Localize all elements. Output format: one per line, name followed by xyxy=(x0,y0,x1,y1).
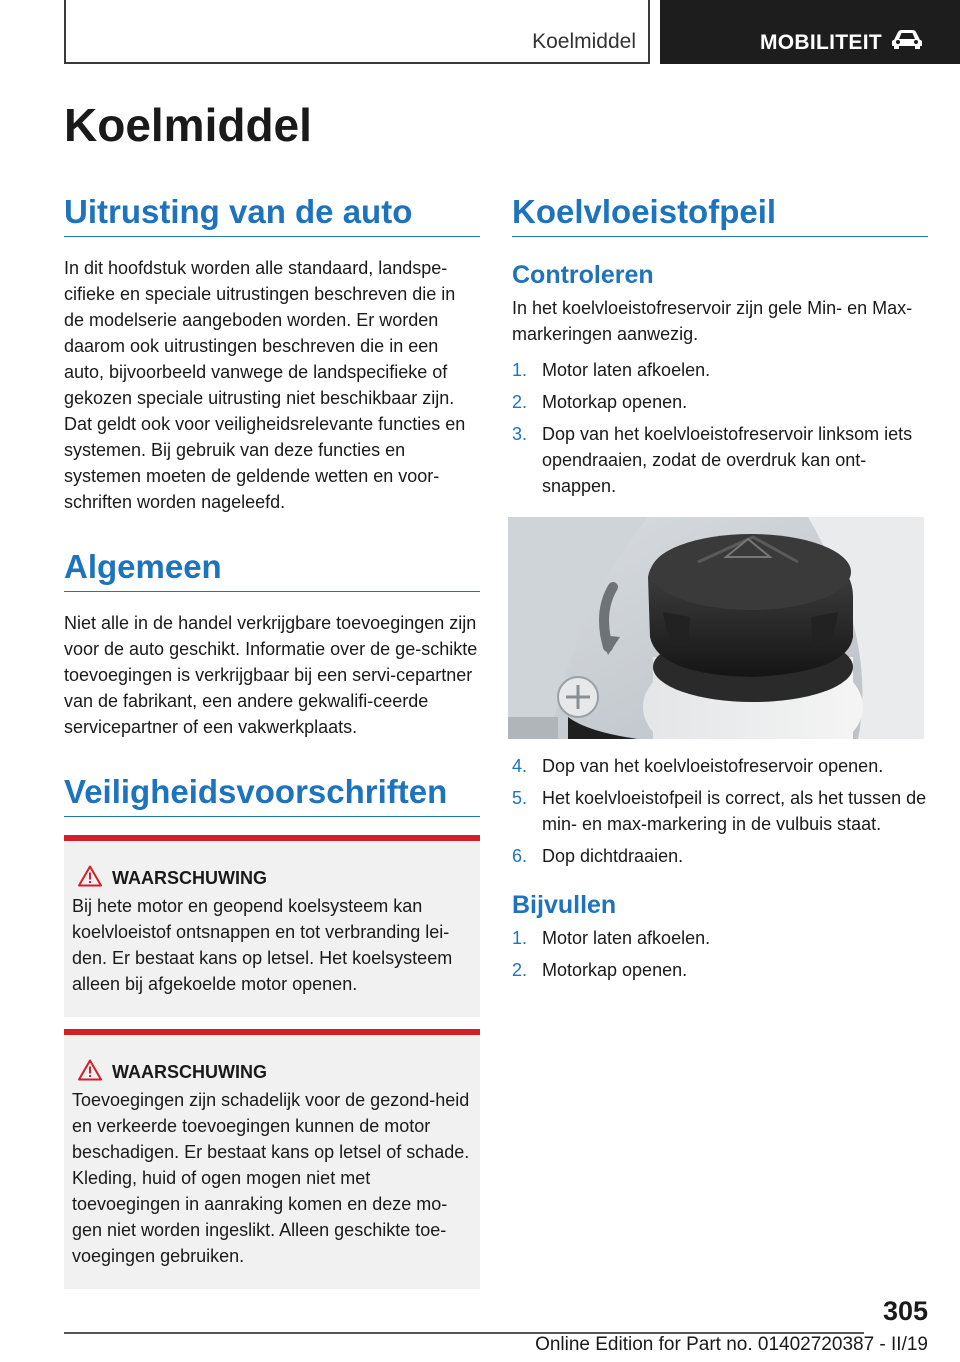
list-item xyxy=(512,357,928,383)
step-number: 2. xyxy=(512,392,528,412)
list-item xyxy=(512,957,928,983)
step-text: Dop van het koelvloeistofreservoir linksom iets opendraaien, zodat de overdruk kan ont-snappen. xyxy=(542,424,913,496)
step-number: 6. xyxy=(512,846,528,866)
warning-header xyxy=(72,863,472,893)
step-text: Motorkap openen. xyxy=(542,392,688,412)
step-text: Dop dichtdraaien. xyxy=(542,846,684,866)
left-column xyxy=(64,190,480,1289)
list-item xyxy=(512,389,928,415)
general-text: Niet alle in de handel verkrijgbare toevoegingen zijn voor de auto geschikt. Informatie over de ge-schikte toevoegingen is verkrijgbaar bij een servi-cepartner van de fabrikant, een andere gekwalifi-ceerde servicepartner of een vakwerkplaats. xyxy=(64,613,478,737)
footer-edition: Online Edition for Part no. 01402720387 - II/19 xyxy=(535,1334,928,1355)
list-item xyxy=(512,843,928,869)
check-heading: Controleren xyxy=(512,261,654,289)
car-icon xyxy=(890,28,924,56)
header-chapter-box xyxy=(660,0,960,64)
general-heading: Algemeen xyxy=(64,545,480,592)
refill-heading: Bijvullen xyxy=(512,891,617,919)
warning-title: WAARSCHUWING xyxy=(112,868,267,888)
step-number: 2. xyxy=(512,960,528,980)
check-steps-list xyxy=(512,357,928,499)
step-text: Motor laten afkoelen. xyxy=(542,928,711,948)
equipment-text: In dit hoofdstuk worden alle standaard, landspe-cifieke en speciale uitrustingen beschreven die in de modelserie aangeboden worden. Er worden daarom ook uitrustingen beschreven die in een auto, bijvoorbeeld vanwege de landspecifieke of gekozen speciale uitrusting niet beschikbaar zijn. Dat geldt ook voor veiligheidsrelevante functies en systemen. Bij gebruik van deze functies en systemen moeten de geldende wetten en voor-schriften worden nageleefd. xyxy=(64,258,466,512)
right-column xyxy=(512,190,928,989)
step-number: 4. xyxy=(512,756,528,776)
step-number: 1. xyxy=(512,928,528,948)
equipment-heading: Uitrusting van de auto xyxy=(64,190,480,237)
step-text: Dop van het koelvloeistofreservoir openen. xyxy=(542,756,884,776)
page-title: Koelmiddel xyxy=(64,99,312,151)
warning-text: Toevoegingen zijn schadelijk voor de gezond-heid en verkeerde toevoegingen kunnen de motor beschadigen. Er bestaat kans op letsel of schade. Kleding, huid of ogen mogen niet met toevoegingen in aanraking komen en deze mo-gen niet worden ingeslikt. Alleen geschikte toe-voegingen gebruiken. xyxy=(72,1090,470,1266)
list-item xyxy=(512,785,928,837)
coolant-level-heading: Koelvloeistofpeil xyxy=(512,190,928,237)
page-number: 305 xyxy=(882,1296,928,1326)
warning-text: Bij hete motor en geopend koelsysteem kan koelvloeistof ontsnappen en tot verbranding lei-den. Er bestaat kans op letsel. Het koelsysteem alleen bij afgekoelde motor openen. xyxy=(72,896,453,994)
warning-triangle-icon xyxy=(78,1059,102,1081)
check-steps-list-continued xyxy=(512,753,928,869)
safety-heading: Veiligheidsvoorschriften xyxy=(64,770,480,817)
list-item xyxy=(512,421,928,499)
step-number: 3. xyxy=(512,424,528,444)
list-item xyxy=(512,925,928,951)
warning-triangle-icon xyxy=(78,865,102,887)
warning-box xyxy=(64,1029,480,1289)
warning-title: WAARSCHUWING xyxy=(112,1062,267,1082)
header-section-title: Koelmiddel xyxy=(532,30,636,53)
check-intro: In het koelvloeistofreservoir zijn gele Min- en Max-markeringen aanwezig. xyxy=(512,298,913,344)
step-text: Het koelvloeistofpeil is correct, als het tussen de min- en max-markering in de vulbuis staat. xyxy=(542,788,927,834)
warning-box xyxy=(64,835,480,1017)
coolant-cap-illustration xyxy=(508,517,924,739)
step-number: 1. xyxy=(512,360,528,380)
step-text: Motorkap openen. xyxy=(542,960,688,980)
step-number: 5. xyxy=(512,788,528,808)
header-chapter-title: MOBILITEIT xyxy=(760,31,882,54)
list-item xyxy=(512,753,928,779)
header-section-box xyxy=(64,0,650,64)
warning-header xyxy=(72,1057,472,1087)
step-text: Motor laten afkoelen. xyxy=(542,360,711,380)
refill-steps-list xyxy=(512,925,928,983)
